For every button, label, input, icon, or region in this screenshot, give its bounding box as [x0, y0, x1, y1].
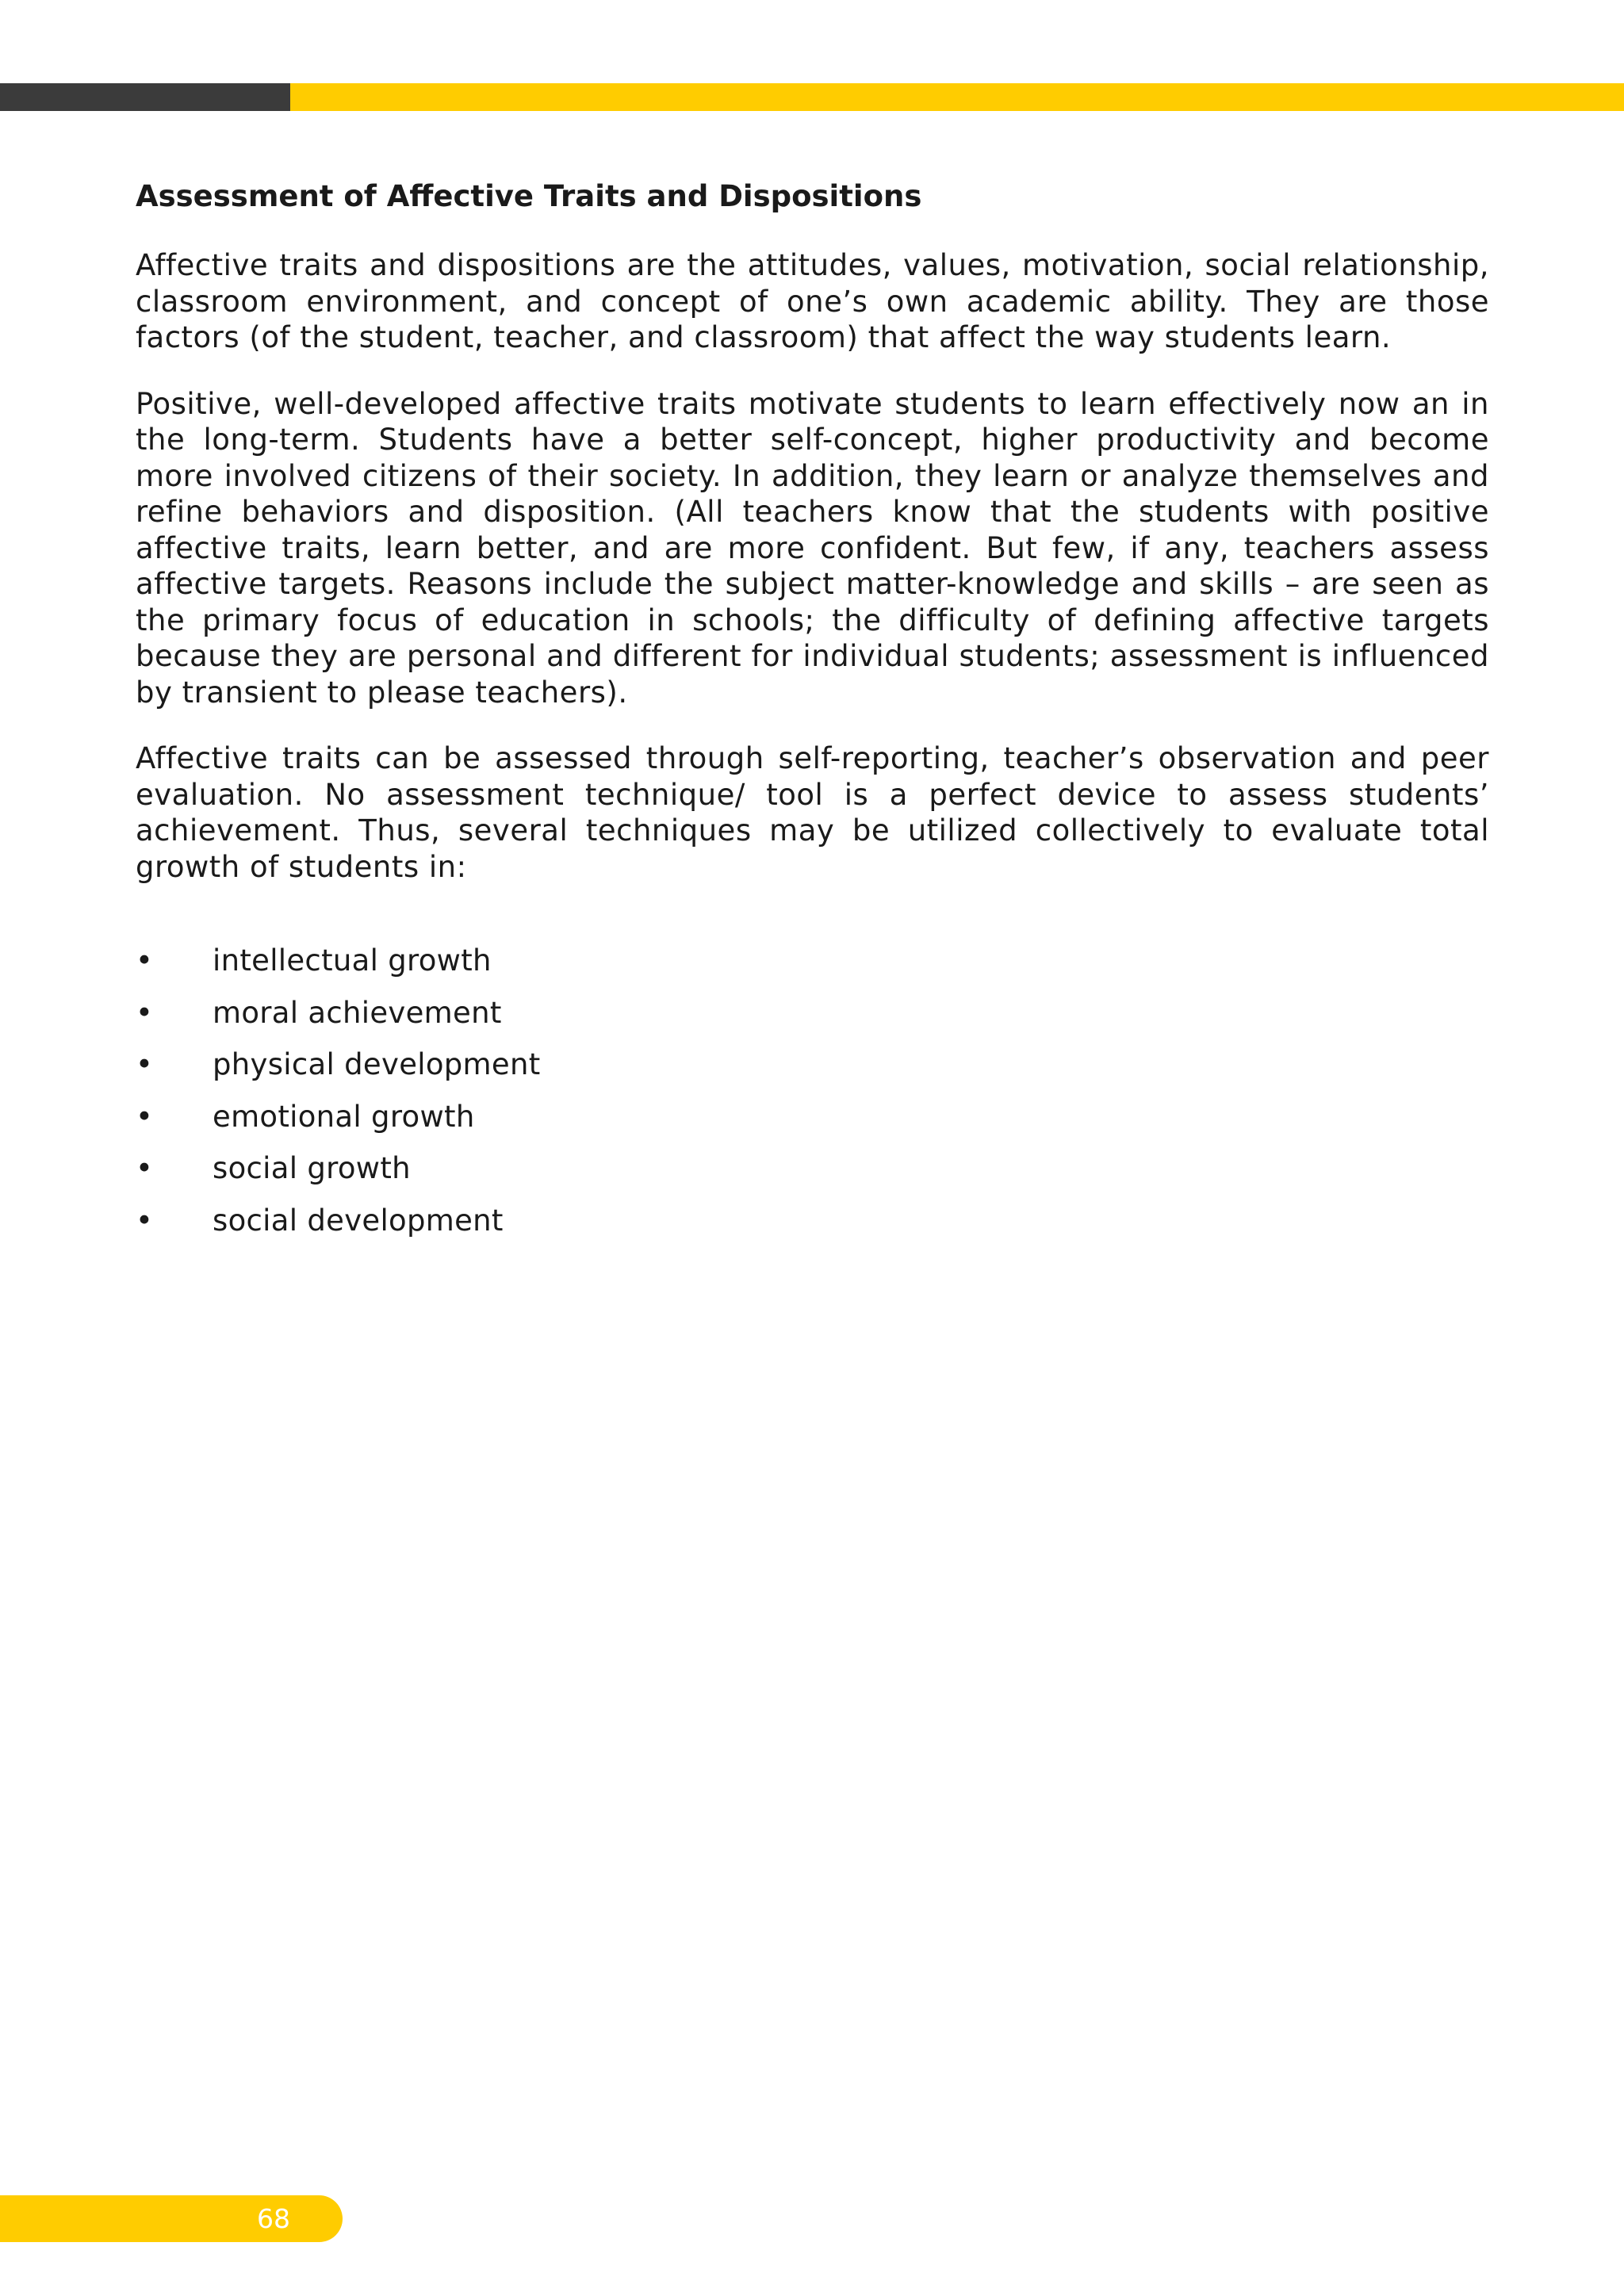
list-item: [136, 1148, 1489, 1189]
list-item: [136, 1044, 1489, 1085]
list-item: [136, 940, 1489, 982]
list-item-text: moral achievement: [213, 995, 502, 1030]
list-item-text: emotional growth: [213, 1099, 475, 1134]
section-heading: Assessment of Affective Traits and Dispositions: [136, 179, 922, 213]
bullet-icon: •: [136, 1151, 154, 1186]
bullet-icon: •: [136, 1099, 154, 1134]
page-number-tab: [0, 2195, 343, 2242]
bullet-icon: •: [136, 1047, 154, 1082]
list-item-text: social development: [213, 1203, 504, 1238]
header-stripe-dark-segment: [0, 83, 290, 111]
page-number: 68: [257, 2203, 290, 2234]
page-content: [136, 176, 1489, 1253]
list-item-text: physical development: [213, 1047, 541, 1082]
header-stripe: [0, 83, 1624, 111]
list-item-text: intellectual growth: [213, 943, 492, 978]
list-item: [136, 1096, 1489, 1138]
paragraph-affective-traits-definition: Affective traits and dispositions are the attitudes, values, motivation, social relationship, classroom environment, and concept of one’s own academic ability. They are those factors (of the student, teacher, and classroom) that affect the way students learn.: [136, 248, 1489, 354]
bullet-icon: •: [136, 995, 154, 1030]
list-item-text: social growth: [213, 1151, 411, 1186]
paragraph-assessment-methods: Affective traits can be assessed through self-reporting, teacher’s observation and peer evaluation. No assessment technique/ tool is a perfect device to assess students’ achievement. Thus, several techniques may be utilized collectively to evaluate total growth of students in:: [136, 741, 1489, 884]
paragraph-positive-traits: Positive, well-developed affective traits motivate students to learn effectively now an in the long-term. Students have a better self-concept, higher productivity and become more involved citizens of their society. In addition, they learn or analyze themselves and refine behaviors and disposition. (All teachers know that the students with positive affective traits, learn better, and are more confident. But few, if any, teachers assess affective targets. Reasons include the subject matter-knowledge and skills – are seen as the primary focus of education in schools; the difficulty of defining affective targets because they are personal and different for individual students; assessment is influenced by transient to please teachers).: [136, 386, 1489, 710]
growth-areas-list: [136, 940, 1489, 1242]
bullet-icon: •: [136, 1203, 154, 1238]
list-item: [136, 993, 1489, 1034]
header-stripe-accent-segment: [290, 83, 1624, 111]
bullet-icon: •: [136, 943, 154, 978]
list-item: [136, 1200, 1489, 1242]
